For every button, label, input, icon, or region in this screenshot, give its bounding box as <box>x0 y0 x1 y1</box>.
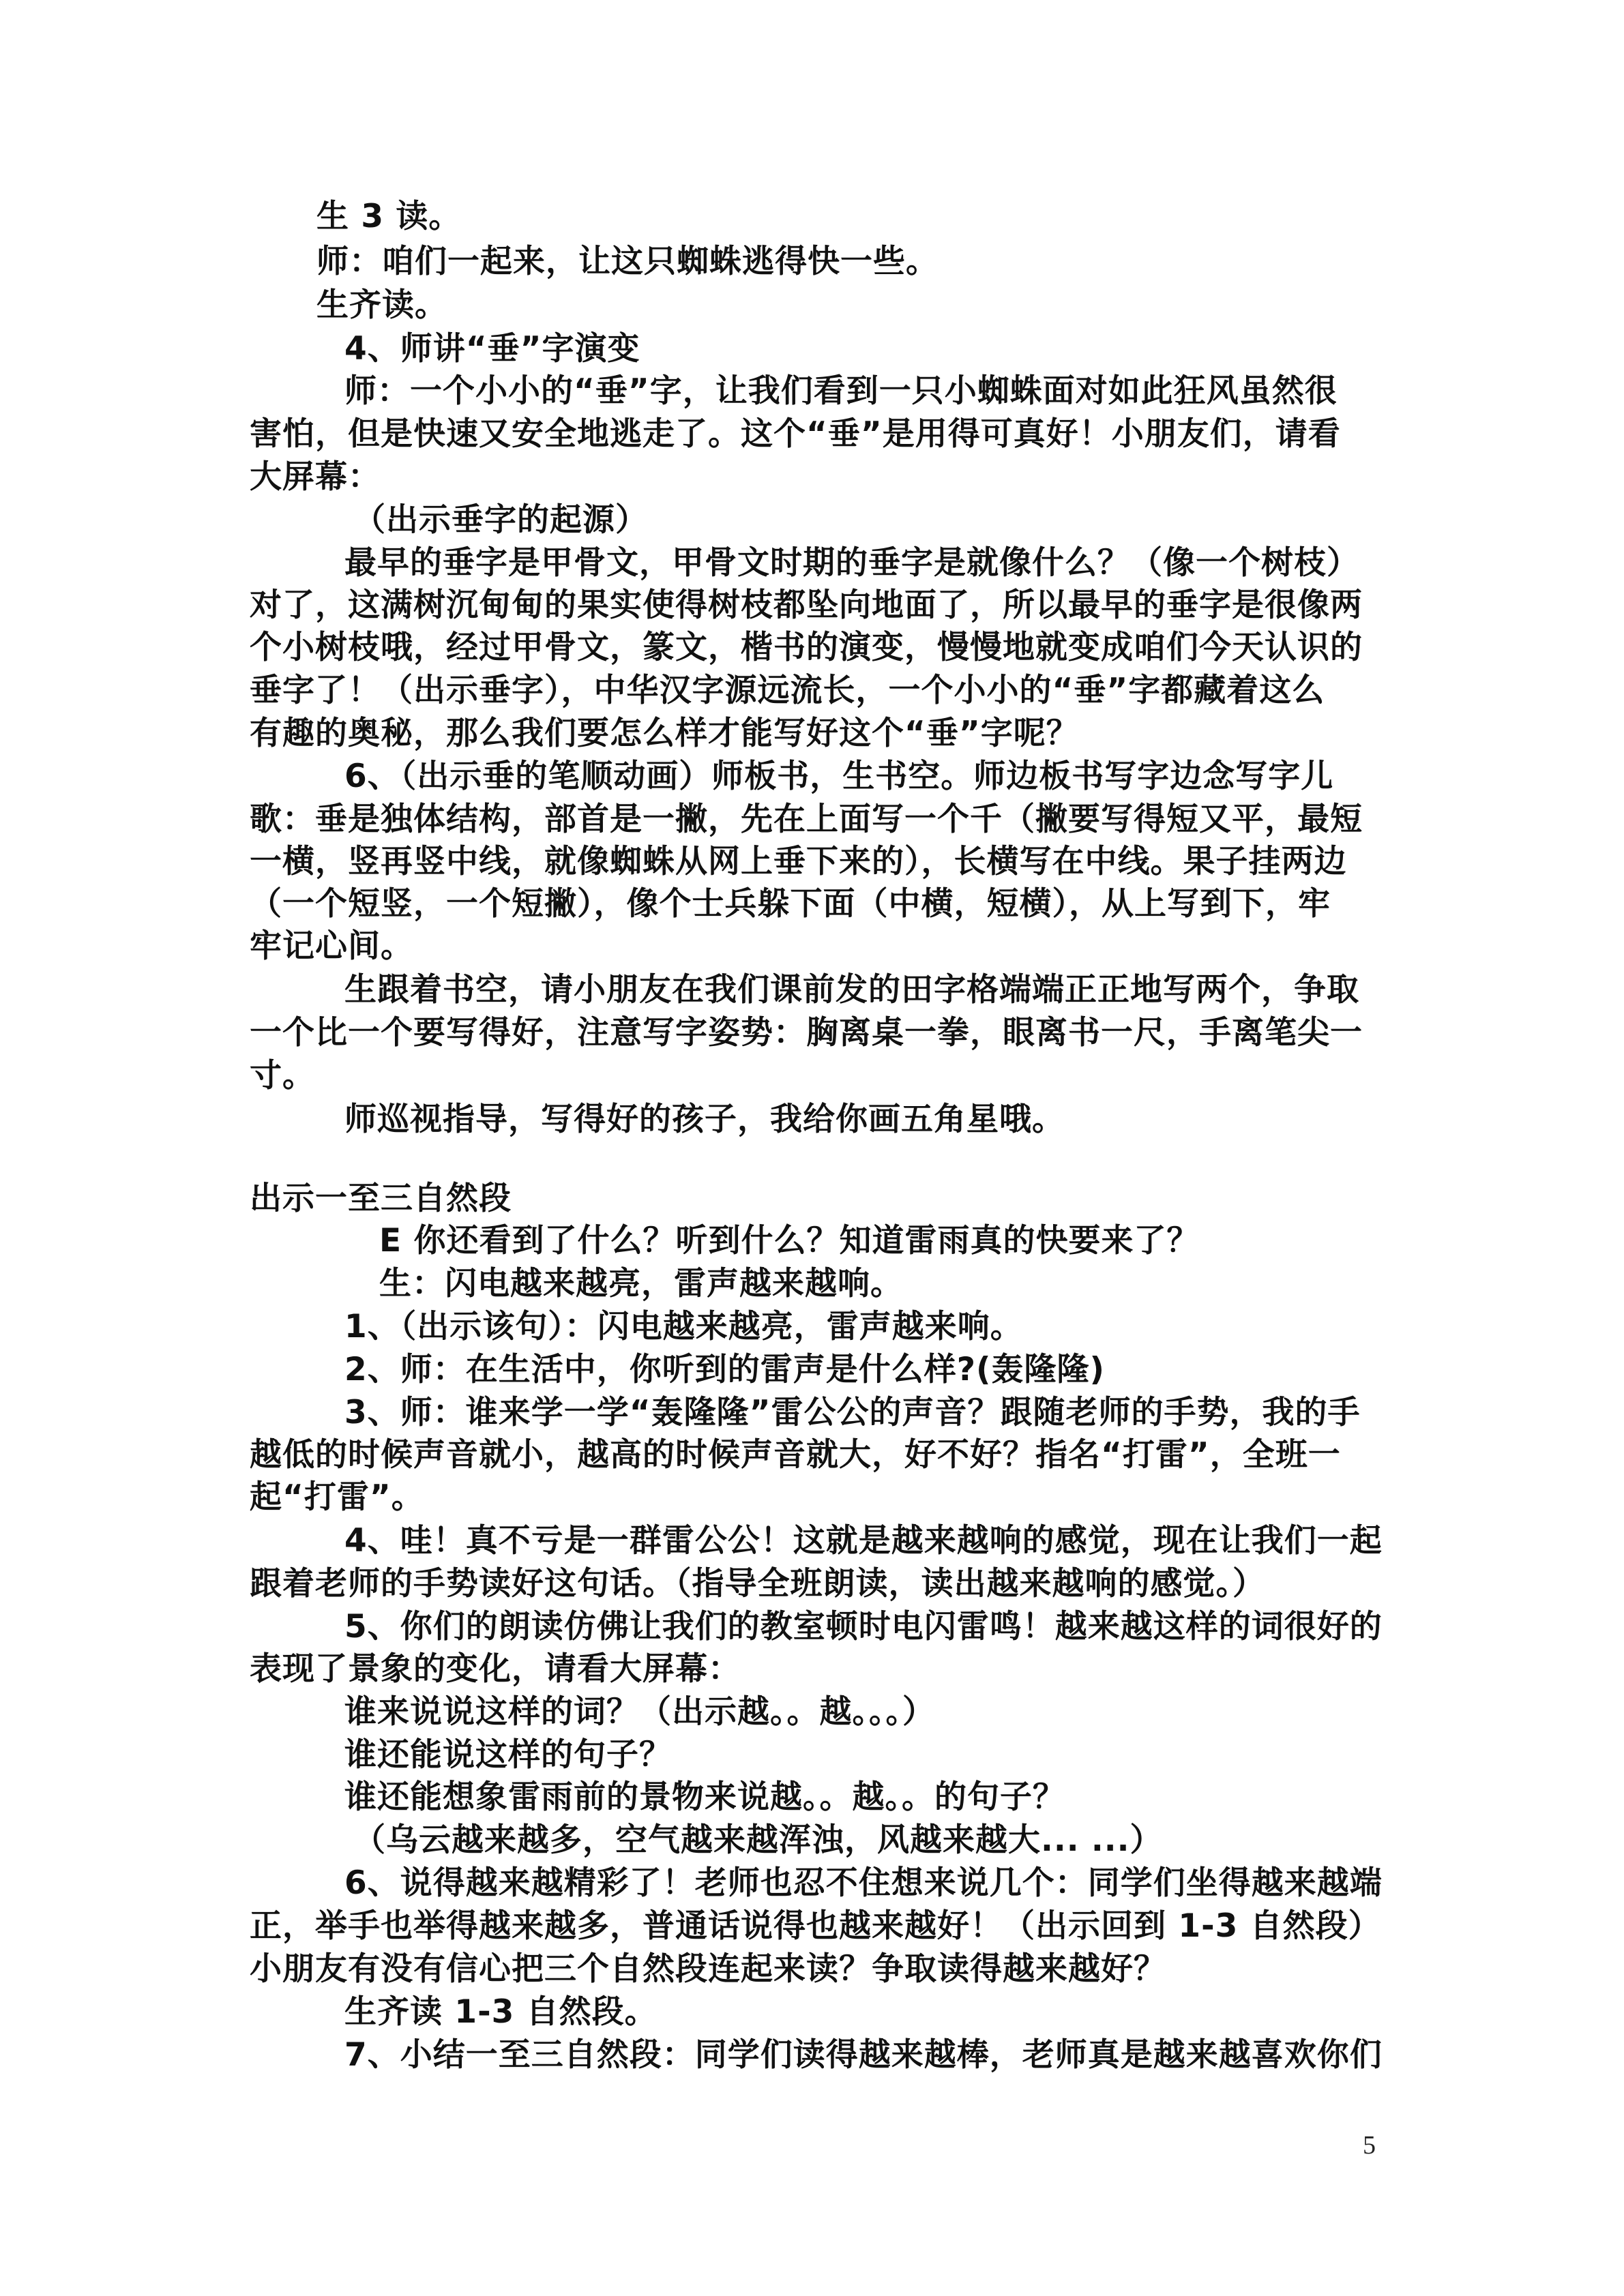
text-line: 谁来说说这样的词？（出示越。。越。。。） <box>344 1693 935 1731</box>
section-heading: 4、师讲“垂”字演变 <box>344 330 640 368</box>
text-line: 2、师：在生活中，你听到的雷声是什么样?(轰隆隆) <box>344 1351 1105 1388</box>
text-line: 个小树枝哦，经过甲骨文，篆文，楷书的演变，慢慢地就变成咱们今天认识的 <box>250 629 1363 666</box>
text-line: 生跟着书空，请小朋友在我们课前发的田字格端端正正地写两个，争取 <box>344 971 1359 1009</box>
page-number: 5 <box>1363 2131 1376 2160</box>
text-line: 寸。 <box>250 1057 315 1094</box>
text-line: 害怕，但是快速又安全地逃走了。这个“垂”是用得可真好！小朋友们，请看 <box>250 415 1341 453</box>
text-line: 最早的垂字是甲骨文，甲骨文时期的垂字是就像什么？（像一个树枝） <box>344 544 1359 582</box>
text-line: 师：咱们一起来，让这只蜘蛛逃得快一些。 <box>316 243 939 280</box>
text-line: （一个短竖，一个短撇），像个士兵躲下面（中横，短横），从上写到下，牢 <box>250 885 1331 923</box>
text-line: 师：一个小小的“垂”字，让我们看到一只小蜘蛛面对如此狂风虽然很 <box>344 372 1338 410</box>
text-line: 生齐读。 <box>316 286 447 324</box>
text-line: 牢记心间。 <box>250 927 413 965</box>
text-line: 表现了景象的变化，请看大屏幕： <box>250 1650 741 1688</box>
text-line: 4、哇！真不亏是一群雷公公！这就是越来越响的感觉，现在让我们一起 <box>344 1522 1383 1560</box>
text-line: （乌云越来越多，空气越来越浑浊，风越来越大... ...） <box>353 1821 1163 1859</box>
text-line: 生齐读 1-3 自然段。 <box>344 1993 658 2031</box>
text-line: E 你还看到了什么？听到什么？知道雷雨真的快要来了？ <box>379 1222 1200 1259</box>
text-line: 起“打雷”。 <box>250 1478 424 1516</box>
text-line: 6、（出示垂的笔顺动画）师板书，生书空。师边板书写字边念写字儿 <box>344 758 1334 795</box>
text-line: 生 3 读。 <box>316 198 462 235</box>
text-line: 一个比一个要写得好，注意写字姿势：胸离桌一拳，眼离书一尺，手离笔尖一 <box>250 1014 1363 1052</box>
text-line: 歌：垂是独体结构，部首是一撇，先在上面写一个千（撇要写得短又平，最短 <box>250 801 1363 838</box>
text-line: 对了，这满树沉甸甸的果实使得树枝都坠向地面了，所以最早的垂字是很像两 <box>250 586 1363 624</box>
text-line: 7、小结一至三自然段：同学们读得越来越棒，老师真是越来越喜欢你们 <box>344 2036 1383 2074</box>
text-line: 师巡视指导，写得好的孩子，我给你画五角星哦。 <box>344 1101 1065 1138</box>
text-line: 3、师：谁来学一学“轰隆隆”雷公公的声音？跟随老师的手势，我的手 <box>344 1394 1361 1431</box>
text-line: 小朋友有没有信心把三个自然段连起来读？争取读得越来越好？ <box>250 1950 1166 1988</box>
text-line: 越低的时候声音就小，越高的时候声音就大，好不好？指名“打雷”，全班一 <box>250 1436 1341 1474</box>
text-line: 一横，竖再竖中线，就像蜘蛛从网上垂下来的），长横写在中线。果子挂两边 <box>250 843 1347 880</box>
text-line: 有趣的奥秘，那么我们要怎么样才能写好这个“垂”字呢？ <box>250 715 1079 752</box>
text-line: 垂字了！（出示垂字），中华汉字源远流长，一个小小的“垂”字都藏着这么 <box>250 672 1325 709</box>
text-line: 谁还能想象雷雨前的景物来说越。。越。。的句子？ <box>344 1778 1065 1816</box>
text-line: 谁还能说这样的句子？ <box>344 1736 672 1774</box>
text-line: 跟着老师的手势读好这句话。（指导全班朗读，读出越来越响的感觉。） <box>250 1565 1265 1602</box>
text-line: 生：闪电越来越亮，雷声越来越响。 <box>379 1265 903 1302</box>
text-line: 6、说得越来越精彩了！老师也忍不住想来说几个：同学们坐得越来越端 <box>344 1864 1383 1902</box>
text-line: （出示垂字的起源） <box>353 501 648 539</box>
section-heading: 出示一至三自然段 <box>250 1180 512 1217</box>
text-line: 5、你们的朗读仿佛让我们的教室顿时电闪雷鸣！越来越这样的词很好的 <box>344 1608 1383 1645</box>
text-line: 大屏幕： <box>250 458 381 496</box>
text-line: 正，举手也举得越来越多，普通话说得也越来越好！（出示回到 1-3 自然段） <box>250 1907 1381 1945</box>
text-line: 1、（出示该句）：闪电越来越亮，雷声越来响。 <box>344 1308 1023 1345</box>
